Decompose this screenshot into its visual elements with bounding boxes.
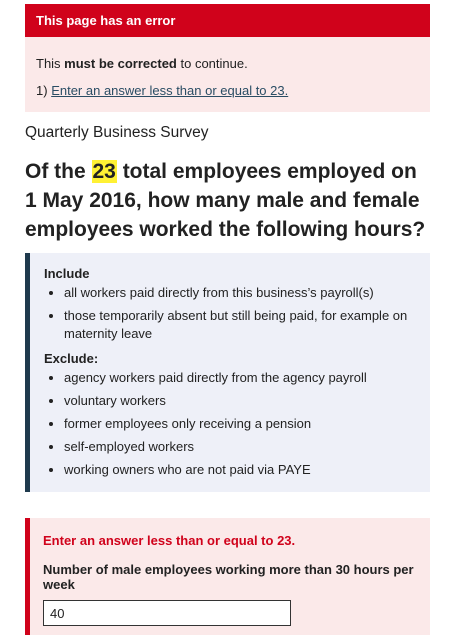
include-item: • all workers paid directly from this business’s payroll(s) bbox=[64, 284, 430, 302]
error-summary-item bbox=[36, 83, 419, 98]
error-summary-panel bbox=[25, 4, 430, 112]
question-line1-rest: total employees employed on bbox=[116, 160, 417, 183]
exclude-item: • agency workers paid directly from the agency payroll bbox=[64, 369, 430, 387]
error-summary-text-after: to continue. bbox=[176, 56, 248, 71]
question-prefix: Of the bbox=[25, 160, 92, 183]
include-heading: Include bbox=[44, 266, 90, 281]
question-line2: 1 May 2016, how many male and female employees worked the following hours? bbox=[25, 189, 426, 241]
exclude-item: • voluntary workers bbox=[64, 392, 430, 410]
error-summary-link[interactable]: Enter an answer less than or equal to 23. bbox=[51, 83, 289, 98]
field-error-message: Enter an answer less than or equal to 23. bbox=[43, 533, 296, 548]
error-summary-text-bold: must be corrected bbox=[64, 56, 177, 71]
error-summary-text bbox=[36, 56, 419, 71]
error-summary-heading: This page has an error bbox=[25, 4, 430, 37]
exclude-heading: Exclude: bbox=[44, 351, 99, 366]
include-item: • those temporarily absent but still being paid, for example on maternity leave bbox=[64, 307, 430, 343]
question-title bbox=[25, 157, 435, 244]
field-label: Number of male employees working more than 30 hours per week bbox=[43, 562, 414, 592]
exclude-item: • working owners who are not paid via PAYE bbox=[64, 461, 430, 479]
field-error-panel bbox=[25, 518, 430, 635]
exclude-item: • self-employed workers bbox=[64, 438, 430, 456]
exclude-item: • former employees only receiving a pension bbox=[64, 415, 430, 433]
guidance-panel bbox=[25, 253, 430, 492]
error-item-number: 1) bbox=[36, 83, 48, 98]
include-list bbox=[44, 284, 430, 343]
question-highlight-total: 23 bbox=[92, 160, 116, 183]
exclude-list bbox=[44, 369, 430, 479]
survey-name: Quarterly Business Survey bbox=[25, 124, 209, 141]
error-summary-body bbox=[25, 37, 430, 98]
error-summary-text-before: This bbox=[36, 56, 65, 71]
male-employees-input[interactable] bbox=[43, 600, 291, 626]
